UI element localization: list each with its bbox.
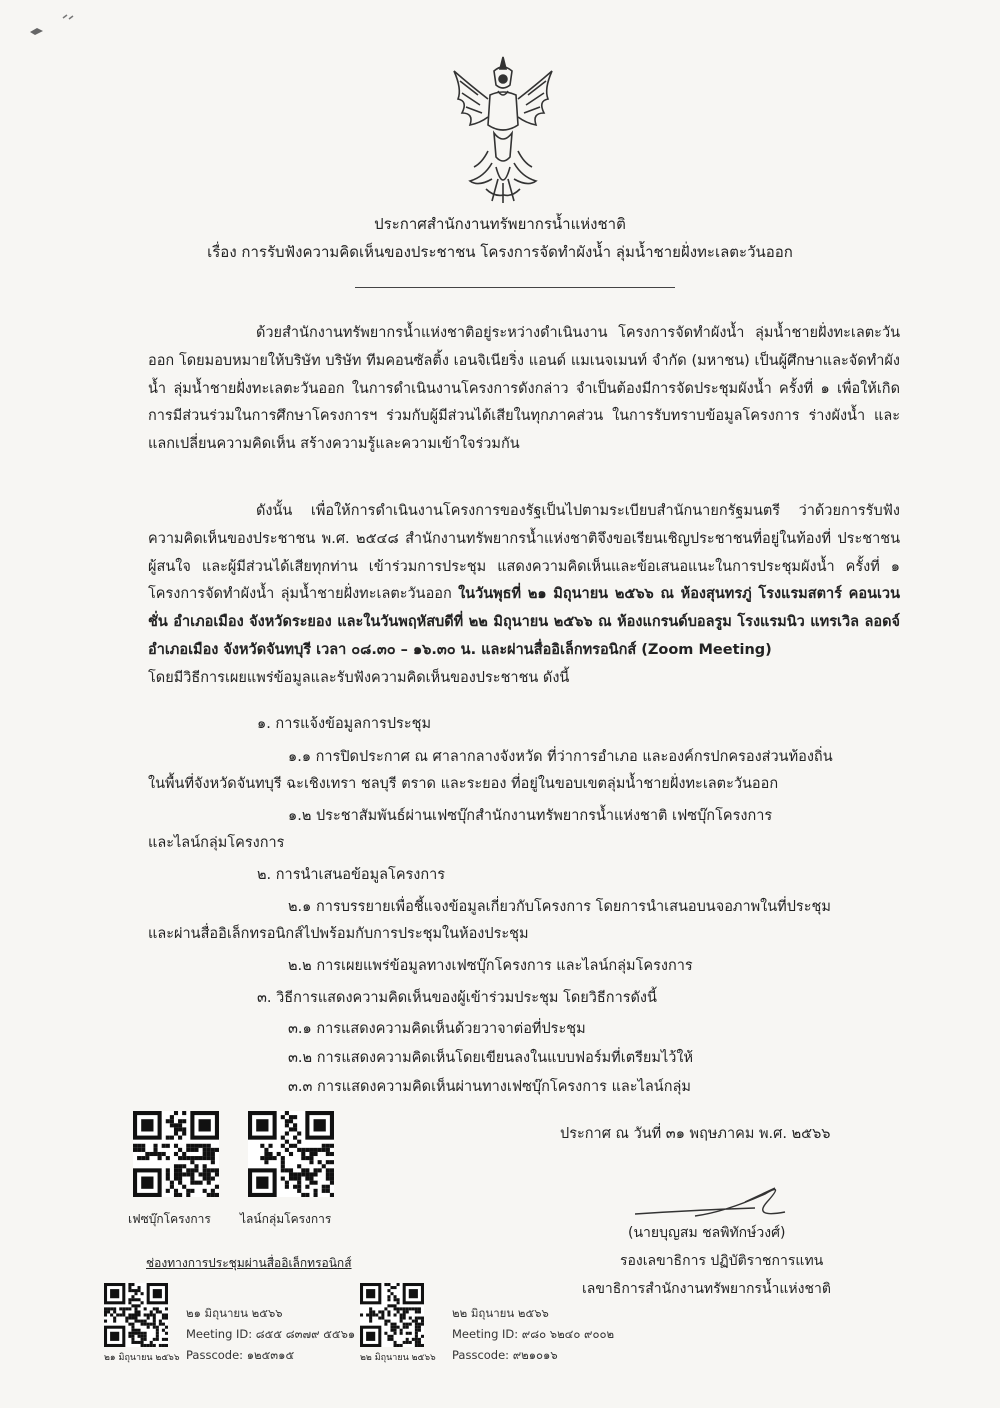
signer-position-2: เลขาธิการสำนักงานทรัพยากรน้ำแห่งชาติ <box>582 1281 831 1297</box>
meeting-passcode: Passcode: ๑๒๕๓๑๕ <box>186 1348 295 1362</box>
line-qr-caption: ไลน์กลุ่มโครงการ <box>240 1212 332 1226</box>
announcement-subject: เรื่อง การรับฟังความคิดเห็นของประชาชน โครงการจัดทำผังน้ำ ลุ่มน้ำชายฝั่งทะเลตะวันออก <box>207 243 793 261</box>
body-paragraph-2-closing: โดยมีวิธีการเผยแพร่ข้อมูลและรับฟังความคิดเห็นของประชาชน ดังนี้ <box>148 669 570 686</box>
item-1-2-line-a: ๑.๒ ประชาสัมพันธ์ผ่านเฟซบุ๊กสำนักงานทรัพยากรน้ำแห่งชาติ เฟซบุ๊กโครงการ <box>288 808 773 824</box>
item-1-1-line-a: ๑.๑ การปิดประกาศ ณ ศาลากลางจังหวัด ที่ว่าการอำเภอ และองค์กรปกครองส่วนท้องถิ่น <box>288 749 833 765</box>
line-qr-code-icon[interactable] <box>248 1111 334 1197</box>
item-2-2: ๒.๒ การเผยแพร่ข้อมูลทางเฟซบุ๊กโครงการ และไลน์กลุ่มโครงการ <box>288 958 693 974</box>
garuda-emblem-icon <box>448 55 558 205</box>
item-3-1: ๓.๑ การแสดงความคิดเห็นด้วยวาจาต่อที่ประชุม <box>288 1021 586 1037</box>
online-meeting-channels-title: ช่องทางการประชุมผ่านสื่ออิเล็กทรอนิกส์ <box>146 1256 352 1270</box>
meeting-schedule-text: ในวันพุธที่ ๒๑ มิถุนายน ๒๕๖๖ ณ ห้องสุนทรภู่ โรงแรมสตาร์ คอนเวนชั่น อำเภอเมือง จังหวัดระยอง และในวันพฤหัสบดีที่ ๒๒ มิถุนายน ๒๕๖๖ ณ ห้องแกรนด์บอลรูม โรงแรมนิว แทรเวิล ลอดจ์ อำเภอเมือง จังหวัดจันทบุรี เวลา ๐๘.๓๐ – ๑๖.๓๐ น. และผ่านสื่ออิเล็กทรอนิกส์ (Zoom Meeting) <box>148 586 900 658</box>
item-2-1-line-b: และผ่านสื่ออิเล็กทรอนิกส์ไปพร้อมกับการประชุมในห้องประชุม <box>148 926 529 942</box>
item-3-3: ๓.๓ การแสดงความคิดเห็นผ่านทางเฟซบุ๊กโครงการ และไลน์กลุ่ม <box>288 1079 691 1095</box>
meeting-date: ๒๑ มิถุนายน ๒๕๖๖ <box>186 1306 283 1320</box>
meeting-info-21-june <box>186 1303 355 1366</box>
item-1-1-line-b: ในพื้นที่จังหวัดจันทบุรี ฉะเชิงเทรา ชลบุรี ตราด และระยอง ที่อยู่ในขอบเขตลุ่มน้ำชายฝั่งทะเลตะวันออก <box>148 776 779 792</box>
signer-position-1: รองเลขาธิการ ปฏิบัติราชการแทน <box>620 1253 824 1269</box>
item-1-2-line-b: และไลน์กลุ่มโครงการ <box>148 835 285 851</box>
meeting-date: ๒๒ มิถุนายน ๒๕๖๖ <box>452 1306 549 1320</box>
item-3-heading: ๓. วิธีการแสดงความคิดเห็นของผู้เข้าร่วมประชุม โดยวิธีการดังนี้ <box>257 990 657 1006</box>
zoom-qr-code-icon-22-june[interactable] <box>360 1283 424 1347</box>
meeting-info-22-june <box>452 1303 614 1366</box>
body-paragraph-2 <box>148 498 900 693</box>
announcement-title: ประกาศสำนักงานทรัพยากรน้ำแห่งชาติ <box>374 215 626 233</box>
body-paragraph-2-intro: ดังนั้น เพื่อให้การดำเนินงานโครงการของรัฐเป็นไปตามระเบียบสำนักนายกรัฐมนตรี ว่าด้วยการรับฟังความคิดเห็นของประชาชน พ.ศ. ๒๕๔๘ สำนักงานทรัพยากรน้ำแห่งชาติจึงขอเรียนเชิญประชาชนที่อยู่ในท้องที่ ประชาชนผู้สนใจ และผู้มีส่วนได้เสียทุกท่าน เข้าร่วมการประชุม แสดงความคิดเห็นและข้อเสนอแนะในการประชุมผังน้ำ ครั้งที่ ๑ โครงการจัดทำผังน้ำ ลุ่มน้ำชายฝั่งทะเลตะวันออก <box>148 503 900 603</box>
zoom-qr-code-icon-21-june[interactable] <box>104 1283 168 1347</box>
facebook-qr-caption: เฟซบุ๊กโครงการ <box>128 1212 211 1226</box>
facebook-qr-code-icon[interactable] <box>133 1111 219 1197</box>
zoom-qr-caption-21-june: ๒๑ มิถุนายน ๒๕๖๖ <box>104 1353 180 1363</box>
body-paragraph-1: ด้วยสำนักงานทรัพยากรน้ำแห่งชาติอยู่ระหว่างดำเนินงาน โครงการจัดทำผังน้ำ ลุ่มน้ำชายฝั่งทะเลตะวันออก โดยมอบหมายให้บริษัท บริษัท ทีมคอนซัลติ้ง เอนจิเนียริ่ง แอนด์ แมเนจเมนท์ จำกัด (มหาชน) เป็นผู้ศึกษาและจัดทำผังน้ำ ลุ่มน้ำชายฝั่งทะเลตะวันออก ในการดำเนินงานโครงการดังกล่าว จำเป็นต้องมีการจัดประชุมผังน้ำ ครั้งที่ ๑ เพื่อให้เกิดการมีส่วนร่วมในการศึกษาโครงการฯ ร่วมกับผู้มีส่วนได้เสียในทุกภาคส่วน ในการรับทราบข้อมูลโครงการ ร่างผังน้ำ และแลกเปลี่ยนความคิดเห็น สร้างความรู้และความเข้าใจร่วมกัน <box>148 325 900 453</box>
signer-name: (นายบุญสม ชลพิทักษ์วงศ์) <box>628 1225 786 1241</box>
zoom-qr-caption-22-june: ๒๒ มิถุนายน ๒๕๖๖ <box>360 1353 436 1363</box>
item-1-heading: ๑. การแจ้งข้อมูลการประชุม <box>257 716 432 732</box>
meeting-passcode: Passcode: ๙๒๑๐๑๖ <box>452 1348 558 1362</box>
header-divider <box>355 287 675 288</box>
scan-speck-marks <box>25 10 85 40</box>
item-3-2: ๓.๒ การแสดงความคิดเห็นโดยเขียนลงในแบบฟอร์มที่เตรียมไว้ให้ <box>288 1050 694 1066</box>
announcement-date: ประกาศ ณ วันที่ ๓๑ พฤษภาคม พ.ศ. ๒๕๖๖ <box>560 1126 831 1142</box>
meeting-id: Meeting ID: ๘๕๕ ๘๓๗๙ ๕๕๖๑ <box>186 1327 356 1341</box>
meeting-id: Meeting ID: ๙๘๐ ๖๒๔๐ ๙๐๐๒ <box>452 1327 615 1341</box>
item-2-1-line-a: ๒.๑ การบรรยายเพื่อชี้แจงข้อมูลเกี่ยวกับโครงการ โดยการนำเสนอบนจอภาพในที่ประชุม <box>288 899 831 915</box>
item-2-heading: ๒. การนำเสนอข้อมูลโครงการ <box>257 867 446 883</box>
